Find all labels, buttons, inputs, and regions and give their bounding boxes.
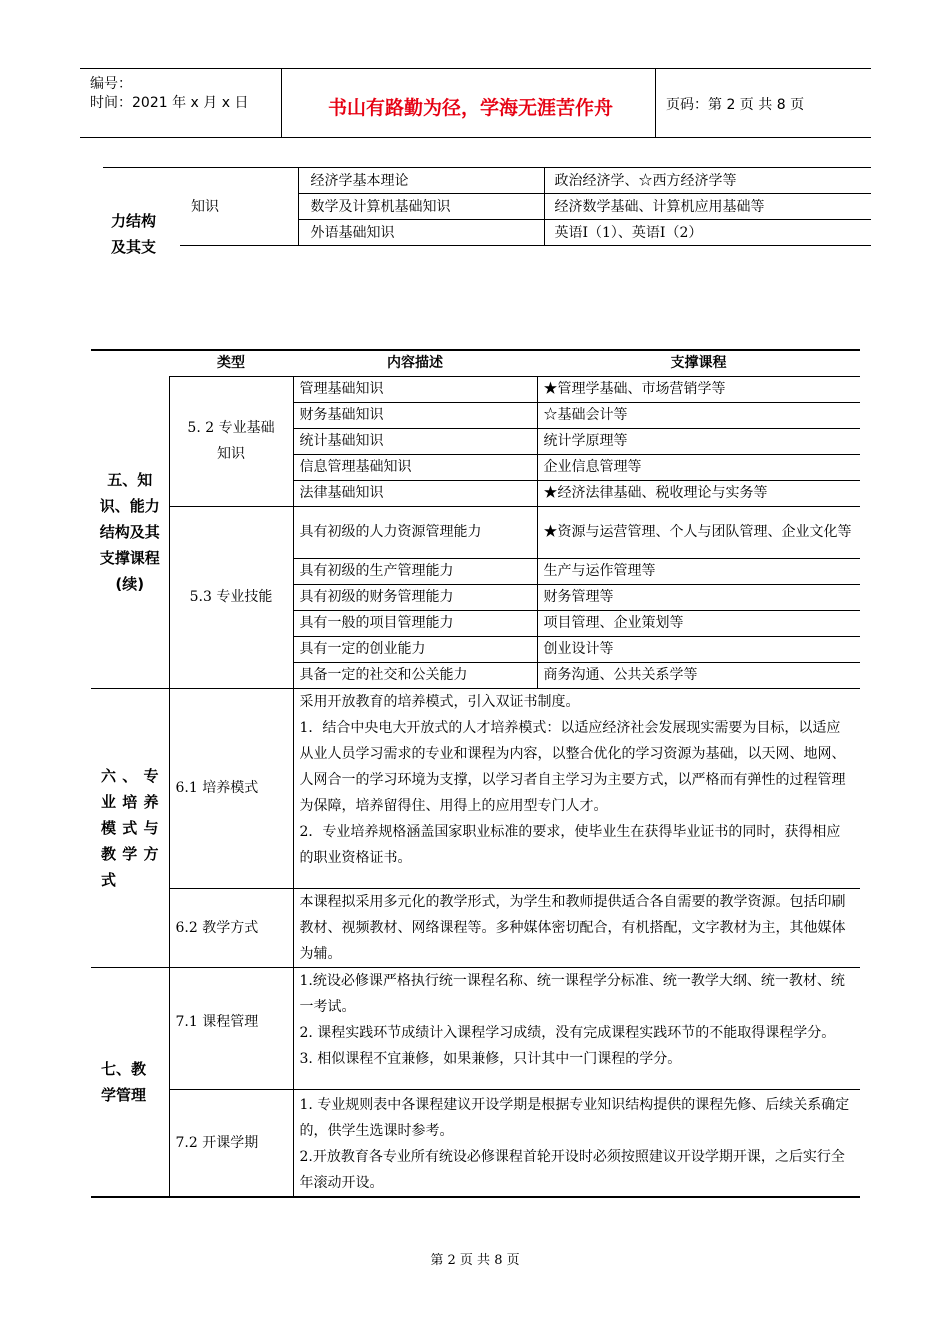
content-cell: 信息管理基础知识 bbox=[293, 454, 537, 480]
section6-label: 六、专业培养模式与教学方式 bbox=[91, 688, 169, 967]
section6-sub1-name: 6.1 培养模式 bbox=[169, 688, 293, 888]
content-cell: 财务基础知识 bbox=[293, 402, 537, 428]
courses-cell: 项目管理、企业策划等 bbox=[537, 610, 860, 636]
content-cell: 统计基础知识 bbox=[293, 428, 537, 454]
top-content-cell: 经济学基本理论 bbox=[298, 168, 544, 194]
header-courses: 支撑课程 bbox=[537, 350, 860, 376]
content-cell: 管理基础知识 bbox=[293, 376, 537, 402]
page-header bbox=[80, 68, 871, 138]
content-cell: 具备一定的社交和公关能力 bbox=[293, 662, 537, 688]
courses-cell: 财务管理等 bbox=[537, 584, 860, 610]
section6-sub2-name: 6.2 教学方式 bbox=[169, 888, 293, 967]
courses-cell: ★管理学基础、市场营销学等 bbox=[537, 376, 860, 402]
section5-label: 五、知识、能力结构及其支撑课程(续) bbox=[91, 376, 169, 688]
courses-cell: 商务沟通、公共关系学等 bbox=[537, 662, 860, 688]
content-cell: 具有一定的创业能力 bbox=[293, 636, 537, 662]
header-divider bbox=[655, 69, 656, 137]
section6-sub1-text: 采用开放教育的培养模式，引入双证书制度。 1．结合中央电大开放式的人才培养模式：以适应经济社会发展现实需要为目标，以适应从业人员学习需求的专业和课程为内容，以整合优化的学习资源为基础，以天网、地网、人网合一的学习环境为支撑，以学习者自主学习为主要方式，以严格而有弹性的过程管理为保障，培养留得住、用得上的应用型专门人才。 2．专业培养规格涵盖国家职业标准的要求，使毕业生在获得毕业证书的同时，获得相应的职业资格证书。 bbox=[293, 688, 860, 888]
table-row bbox=[91, 506, 860, 558]
top-courses-cell: 经济数学基础、计算机应用基础等 bbox=[544, 194, 871, 220]
section5-sub1-name: 5. 2 专业基础知识 bbox=[169, 376, 293, 506]
section6-sub2-text: 本课程拟采用多元化的教学形式，为学生和教师提供适合各自需要的教学资源。包括印刷教材、视频教材、网络课程等。多种媒体密切配合，有机搭配，文字教材为主，其他媒体为辅。 bbox=[293, 888, 860, 967]
content-cell: 具有初级的生产管理能力 bbox=[293, 558, 537, 584]
header-page-info: 页码：第 2 页 共 8 页 bbox=[666, 97, 805, 113]
table-row bbox=[91, 967, 860, 1089]
courses-cell: 企业信息管理等 bbox=[537, 454, 860, 480]
number-label: 编号： bbox=[90, 76, 132, 92]
header-divider bbox=[281, 69, 282, 137]
table-row bbox=[91, 376, 860, 402]
header-content: 内容描述 bbox=[293, 350, 537, 376]
top-table bbox=[180, 167, 871, 246]
table-header-row bbox=[91, 350, 860, 376]
header-motto: 书山有路勤为径，学海无涯苦作舟 bbox=[327, 97, 613, 119]
top-category: 知识 bbox=[180, 168, 298, 246]
top-content-cell: 数学及计算机基础知识 bbox=[298, 194, 544, 220]
content-cell: 具有一般的项目管理能力 bbox=[293, 610, 537, 636]
section7-sub1-name: 7.1 课程管理 bbox=[169, 967, 293, 1089]
content-cell: 法律基础知识 bbox=[293, 480, 537, 506]
section7-sub2-text: 1. 专业规则表中各课程建议开设学期是根据专业知识结构提供的课程先修、后续关系确定的，供学生选课时参考。 2.开放教育各专业所有统设必修课程首轮开设时必须按照建议开设学期开课，之后实行全年滚动开设。 bbox=[293, 1089, 860, 1197]
courses-cell: ★资源与运营管理、个人与团队管理、企业文化等 bbox=[537, 506, 860, 558]
top-courses-cell: 英语Ⅰ（1）、英语Ⅰ（2） bbox=[544, 220, 871, 246]
courses-cell: ★经济法律基础、税收理论与实务等 bbox=[537, 480, 860, 506]
table-row bbox=[91, 888, 860, 967]
page-footer: 第 2 页 共 8 页 bbox=[430, 1253, 520, 1268]
header-meta bbox=[90, 75, 248, 113]
section7-sub1-text: 1.统设必修课严格执行统一课程名称、统一课程学分标准、统一教学大纲、统一教材、统一考试。 2. 课程实践环节成绩计入课程学习成绩，没有完成课程实践环节的不能取得课程学分。 3. 相似课程不宜兼修，如果兼修，只计其中一门课程的学分。 bbox=[293, 967, 860, 1089]
header-type: 类型 bbox=[169, 350, 293, 376]
courses-cell: 生产与运作管理等 bbox=[537, 558, 860, 584]
section7-label: 七、教学管理 bbox=[91, 967, 169, 1197]
date-label: 时间：2021 年 x 月 x 日 bbox=[90, 95, 249, 111]
courses-cell: ☆基础会计等 bbox=[537, 402, 860, 428]
main-table bbox=[91, 349, 860, 1198]
courses-cell: 统计学原理等 bbox=[537, 428, 860, 454]
section5-sub2-name: 5.3 专业技能 bbox=[169, 506, 293, 688]
table-row bbox=[180, 168, 871, 194]
top-content-cell: 外语基础知识 bbox=[298, 220, 544, 246]
top-courses-cell: 政治经济学、☆西方经济学等 bbox=[544, 168, 871, 194]
table-row bbox=[91, 1089, 860, 1197]
top-side-label: 力结构 及其支 bbox=[111, 212, 157, 256]
courses-cell: 创业设计等 bbox=[537, 636, 860, 662]
content-cell: 具有初级的人力资源管理能力 bbox=[293, 506, 537, 558]
table-row bbox=[91, 688, 860, 888]
content-cell: 具有初级的财务管理能力 bbox=[293, 584, 537, 610]
section7-sub2-name: 7.2 开课学期 bbox=[169, 1089, 293, 1197]
